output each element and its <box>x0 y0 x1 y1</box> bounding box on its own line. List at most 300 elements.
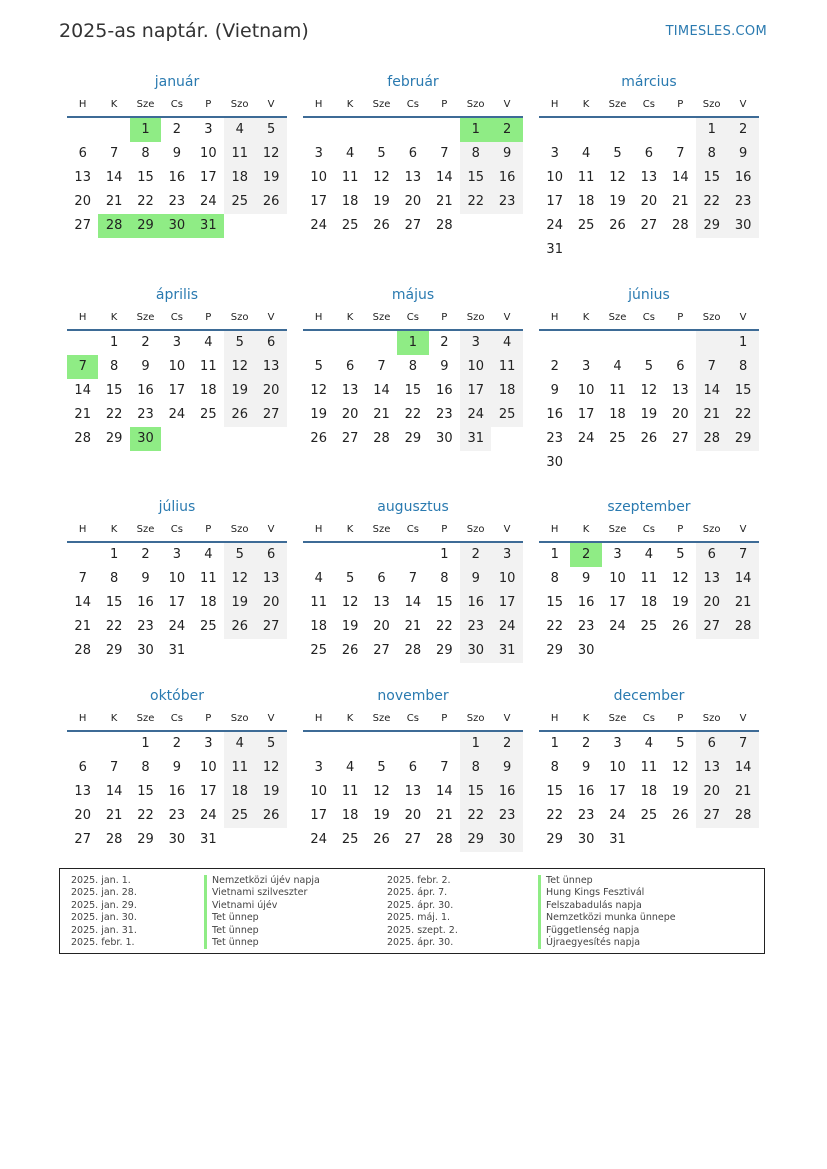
month-name: július <box>158 499 196 515</box>
day-cell: 22 <box>404 407 422 422</box>
day-cell: 16 <box>491 780 522 804</box>
day-cell: 13 <box>373 595 390 610</box>
day-cell: 23 <box>137 619 154 634</box>
day-cell: 30 <box>436 431 453 446</box>
day-cell: 9 <box>727 142 758 166</box>
legend-left-names <box>204 875 320 949</box>
weekday-label: V <box>267 713 275 724</box>
weekday-label: V <box>739 713 747 724</box>
day-cell: 16 <box>577 595 595 610</box>
day-cell: 11 <box>200 359 217 374</box>
day-cell: 9 <box>491 756 522 780</box>
day-cell: 30 <box>168 832 186 847</box>
day-cell: 23 <box>137 407 154 422</box>
day-cell: 18 <box>200 383 217 398</box>
day-cell-empty <box>303 543 334 567</box>
weekday-label: K <box>582 713 590 724</box>
day-grid <box>303 543 523 663</box>
day-cell: 6 <box>78 760 87 775</box>
day-cell: 25 <box>640 619 658 634</box>
day-cell: 7 <box>440 760 449 775</box>
day-cell: 8 <box>460 756 491 780</box>
day-cell-empty <box>98 732 129 756</box>
day-cell: 2 <box>141 335 150 350</box>
holiday-day-cell: 7 <box>67 355 98 379</box>
weekday-label: H <box>78 312 87 323</box>
day-cell: 2 <box>581 736 591 751</box>
day-cell: 17 <box>577 407 595 422</box>
day-cell: 4 <box>314 571 323 586</box>
day-cell: 29 <box>546 643 563 658</box>
weekday-label: K <box>346 524 354 535</box>
day-cell: 10 <box>200 760 217 775</box>
day-cell: 20 <box>74 194 91 209</box>
day-cell: 5 <box>644 359 654 374</box>
day-cell: 14 <box>696 379 727 403</box>
day-cell: 13 <box>255 567 286 591</box>
day-cell-empty <box>366 331 397 355</box>
weekday-label: Sze <box>136 312 155 323</box>
day-cell-empty <box>397 118 428 142</box>
day-cell: 21 <box>727 780 758 804</box>
weekday-label: V <box>503 713 511 724</box>
day-cell: 11 <box>341 170 359 185</box>
day-cell: 4 <box>613 359 622 374</box>
day-cell: 15 <box>460 780 491 804</box>
day-cell: 17 <box>310 808 327 823</box>
legend-holiday-date: 2025. jan. 28. <box>71 887 137 899</box>
month-name: október <box>150 688 204 704</box>
month-block <box>303 684 523 852</box>
day-cell: 27 <box>74 218 91 233</box>
day-cell: 3 <box>550 146 559 161</box>
day-cell: 25 <box>640 808 658 823</box>
day-cell: 6 <box>408 146 418 161</box>
day-cell: 21 <box>436 808 453 823</box>
day-cell: 18 <box>640 784 658 799</box>
day-cell-empty <box>366 543 397 567</box>
day-cell: 2 <box>440 335 449 350</box>
day-cell: 12 <box>341 595 359 610</box>
day-cell: 22 <box>137 194 154 209</box>
weekday-label: P <box>441 99 448 110</box>
day-cell: 30 <box>491 828 522 852</box>
day-cell: 14 <box>74 383 91 398</box>
day-cell: 24 <box>609 808 626 823</box>
weekday-header <box>303 94 523 118</box>
day-cell-empty <box>570 118 601 142</box>
day-cell: 25 <box>491 403 522 427</box>
day-cell: 12 <box>672 760 689 775</box>
weekday-label: Cs <box>170 524 183 535</box>
day-cell: 30 <box>577 832 595 847</box>
day-cell: 7 <box>408 571 418 586</box>
day-cell: 29 <box>727 427 758 451</box>
day-cell: 13 <box>74 784 91 799</box>
day-cell: 21 <box>74 407 91 422</box>
weekday-label: Szo <box>702 713 721 724</box>
day-cell: 15 <box>105 595 123 610</box>
day-cell: 27 <box>696 804 727 828</box>
day-cell: 14 <box>672 170 689 185</box>
day-cell: 7 <box>676 146 685 161</box>
day-grid <box>539 118 759 262</box>
day-cell: 18 <box>491 379 522 403</box>
day-cell: 18 <box>577 194 595 209</box>
day-cell-empty <box>602 118 633 142</box>
day-cell: 28 <box>105 832 123 847</box>
day-cell: 7 <box>727 543 758 567</box>
day-cell: 5 <box>314 359 323 374</box>
day-cell: 22 <box>460 190 491 214</box>
day-cell: 25 <box>224 804 255 828</box>
day-cell: 15 <box>404 383 422 398</box>
weekday-label: Sze <box>372 312 391 323</box>
day-cell-empty <box>397 732 428 756</box>
weekday-label: K <box>582 524 590 535</box>
weekday-label: V <box>503 312 511 323</box>
weekday-label: Szo <box>466 713 485 724</box>
day-cell: 23 <box>491 190 522 214</box>
day-cell: 24 <box>577 431 595 446</box>
month-block <box>67 684 287 852</box>
day-grid <box>539 331 759 475</box>
day-cell: 4 <box>224 732 255 756</box>
weekday-label: Cs <box>170 99 183 110</box>
day-cell: 9 <box>581 571 591 586</box>
day-cell: 14 <box>727 756 758 780</box>
weekday-label: Cs <box>642 524 655 535</box>
day-cell: 26 <box>255 190 286 214</box>
day-cell: 20 <box>672 407 689 422</box>
day-cell: 21 <box>404 619 422 634</box>
day-cell: 15 <box>436 595 453 610</box>
day-cell: 7 <box>109 146 119 161</box>
weekday-label: Cs <box>642 713 655 724</box>
day-cell: 16 <box>727 166 758 190</box>
day-cell: 31 <box>546 242 563 257</box>
month-block <box>539 283 759 475</box>
holiday-day-cell: 1 <box>460 118 491 142</box>
day-cell: 15 <box>137 784 154 799</box>
weekday-label: Szo <box>230 312 249 323</box>
day-cell: 1 <box>141 736 150 751</box>
day-cell: 22 <box>137 808 154 823</box>
weekday-label: H <box>78 99 87 110</box>
day-cell: 20 <box>255 379 286 403</box>
weekday-label: Sze <box>136 99 155 110</box>
day-cell: 24 <box>460 403 491 427</box>
day-cell: 5 <box>224 331 255 355</box>
day-cell: 12 <box>373 784 390 799</box>
weekday-label: H <box>550 312 559 323</box>
brand-logo-text[interactable]: TIMESLES.COM <box>665 24 767 39</box>
weekday-header <box>539 307 759 331</box>
day-cell: 25 <box>341 832 359 847</box>
month-name: március <box>621 74 677 90</box>
day-cell: 24 <box>168 407 186 422</box>
day-cell: 20 <box>696 591 727 615</box>
day-cell: 3 <box>172 335 182 350</box>
day-cell: 26 <box>341 643 359 658</box>
weekday-label: K <box>346 99 354 110</box>
legend-holiday-date: 2025. febr. 1. <box>71 937 135 949</box>
day-cell: 3 <box>460 331 491 355</box>
day-cell: 27 <box>74 832 91 847</box>
day-cell: 14 <box>373 383 390 398</box>
day-cell: 1 <box>550 547 559 562</box>
day-cell: 11 <box>224 756 255 780</box>
month-name: december <box>613 688 685 704</box>
weekday-label: Cs <box>406 713 419 724</box>
day-cell-empty <box>67 331 98 355</box>
day-cell: 14 <box>74 595 91 610</box>
weekday-header <box>303 519 523 543</box>
day-cell: 10 <box>609 760 626 775</box>
weekday-label: P <box>677 99 684 110</box>
day-cell: 1 <box>727 331 758 355</box>
legend-holiday-name: Hung Kings Fesztivál <box>538 887 676 899</box>
day-cell: 12 <box>672 571 689 586</box>
weekday-label: P <box>441 713 448 724</box>
weekday-label: K <box>110 524 118 535</box>
weekday-header <box>303 708 523 732</box>
weekday-label: K <box>346 312 354 323</box>
day-cell-empty <box>539 118 570 142</box>
day-cell: 26 <box>224 615 255 639</box>
day-cell: 21 <box>672 194 689 209</box>
day-cell-empty <box>67 543 98 567</box>
weekday-label: Cs <box>406 99 419 110</box>
day-cell: 7 <box>696 355 727 379</box>
weekday-label: H <box>550 524 559 535</box>
day-cell: 19 <box>609 194 626 209</box>
day-cell: 5 <box>255 118 286 142</box>
legend-holiday-date: 2025. jan. 29. <box>71 899 137 911</box>
day-cell: 6 <box>377 571 386 586</box>
weekday-label: V <box>267 524 275 535</box>
day-cell-empty <box>665 331 696 355</box>
day-cell: 12 <box>310 383 327 398</box>
day-cell: 5 <box>377 146 386 161</box>
day-cell: 25 <box>310 643 327 658</box>
month-name: április <box>155 287 199 303</box>
day-cell-empty <box>633 331 664 355</box>
day-cell: 11 <box>491 355 522 379</box>
day-cell: 20 <box>74 808 91 823</box>
day-cell: 29 <box>460 828 491 852</box>
day-cell: 14 <box>727 567 758 591</box>
weekday-label: P <box>205 99 212 110</box>
day-cell: 23 <box>546 431 563 446</box>
weekday-label: H <box>78 713 87 724</box>
day-cell: 19 <box>672 784 689 799</box>
day-cell-empty <box>303 732 334 756</box>
day-cell: 18 <box>341 194 359 209</box>
day-cell: 19 <box>310 407 327 422</box>
month-name: augusztus <box>377 499 449 515</box>
month-name: február <box>387 74 439 90</box>
day-cell: 9 <box>141 571 150 586</box>
day-cell: 3 <box>491 543 522 567</box>
day-cell: 13 <box>696 756 727 780</box>
legend-holiday-date: 2025. ápr. 7. <box>387 887 448 899</box>
day-cell: 4 <box>581 146 591 161</box>
day-cell: 4 <box>204 335 213 350</box>
day-grid <box>303 732 523 852</box>
day-cell: 2 <box>172 122 182 137</box>
day-cell: 27 <box>373 643 390 658</box>
day-cell: 26 <box>310 431 327 446</box>
day-cell: 21 <box>727 591 758 615</box>
day-cell: 5 <box>613 146 622 161</box>
day-cell: 27 <box>255 403 286 427</box>
weekday-label: Szo <box>466 99 485 110</box>
day-cell: 6 <box>696 543 727 567</box>
legend-holiday-date: 2025. máj. 1. <box>387 912 451 924</box>
month-block <box>303 283 523 451</box>
day-cell: 14 <box>436 170 453 185</box>
day-cell-empty <box>602 331 633 355</box>
weekday-label: Szo <box>230 524 249 535</box>
day-cell: 11 <box>577 170 595 185</box>
day-cell: 8 <box>550 571 559 586</box>
day-cell: 27 <box>672 431 689 446</box>
day-cell: 16 <box>491 166 522 190</box>
day-cell: 8 <box>460 142 491 166</box>
day-cell: 23 <box>460 615 491 639</box>
weekday-label: Sze <box>608 312 627 323</box>
weekday-label: Szo <box>466 312 485 323</box>
day-cell: 16 <box>168 170 186 185</box>
day-cell: 8 <box>408 359 418 374</box>
day-cell: 7 <box>377 359 386 374</box>
day-cell: 23 <box>727 190 758 214</box>
day-cell: 27 <box>640 218 658 233</box>
day-cell: 26 <box>255 804 286 828</box>
day-cell: 14 <box>105 784 123 799</box>
day-cell: 28 <box>727 615 758 639</box>
weekday-label: Cs <box>642 312 655 323</box>
weekday-label: H <box>78 524 87 535</box>
day-cell: 25 <box>577 218 595 233</box>
day-cell: 30 <box>577 643 595 658</box>
day-cell: 16 <box>168 784 186 799</box>
day-cell: 20 <box>373 619 390 634</box>
day-cell: 9 <box>440 359 449 374</box>
day-cell: 12 <box>224 355 255 379</box>
day-cell: 13 <box>341 383 359 398</box>
day-cell: 26 <box>672 619 689 634</box>
weekday-label: P <box>677 524 684 535</box>
day-cell: 23 <box>436 407 453 422</box>
holiday-legend <box>59 868 765 954</box>
legend-holiday-name: Tet ünnep <box>204 912 320 924</box>
day-grid <box>303 118 523 238</box>
weekday-header <box>303 307 523 331</box>
day-cell: 5 <box>345 571 355 586</box>
day-cell: 22 <box>696 190 727 214</box>
day-cell: 12 <box>640 383 658 398</box>
weekday-label: Sze <box>136 524 155 535</box>
day-cell: 1 <box>696 118 727 142</box>
day-cell-empty <box>67 732 98 756</box>
day-cell: 22 <box>460 804 491 828</box>
day-cell: 2 <box>727 118 758 142</box>
day-cell: 20 <box>404 194 422 209</box>
weekday-label: P <box>441 524 448 535</box>
day-cell: 15 <box>137 170 154 185</box>
weekday-label: V <box>503 524 511 535</box>
legend-holiday-name: Újraegyesítés napja <box>538 937 676 949</box>
legend-holiday-date: 2025. jan. 30. <box>71 912 137 924</box>
day-cell: 28 <box>696 427 727 451</box>
weekday-label: P <box>205 312 212 323</box>
day-cell: 7 <box>727 732 758 756</box>
day-cell: 24 <box>200 808 217 823</box>
day-cell: 28 <box>727 804 758 828</box>
day-cell: 7 <box>440 146 449 161</box>
day-cell: 25 <box>609 431 626 446</box>
day-cell-empty <box>539 331 570 355</box>
day-cell: 28 <box>373 431 390 446</box>
day-cell: 23 <box>168 808 186 823</box>
day-cell: 30 <box>460 639 491 663</box>
day-cell: 3 <box>613 736 622 751</box>
weekday-label: Sze <box>372 99 391 110</box>
weekday-header <box>67 307 287 331</box>
day-cell: 1 <box>109 335 119 350</box>
month-block <box>67 495 287 663</box>
weekday-label: H <box>550 99 559 110</box>
day-cell: 4 <box>644 547 654 562</box>
holiday-day-cell: 1 <box>397 331 428 355</box>
day-cell: 11 <box>200 571 217 586</box>
weekday-label: Szo <box>466 524 485 535</box>
day-cell: 24 <box>546 218 563 233</box>
weekday-label: K <box>110 713 118 724</box>
day-cell: 26 <box>672 808 689 823</box>
day-cell: 20 <box>255 591 286 615</box>
weekday-label: Sze <box>372 713 391 724</box>
weekday-label: Cs <box>406 524 419 535</box>
day-cell: 15 <box>546 784 563 799</box>
day-cell: 13 <box>640 170 658 185</box>
day-cell: 3 <box>581 359 591 374</box>
day-cell: 1 <box>460 732 491 756</box>
holiday-day-cell: 28 <box>98 214 129 238</box>
day-cell: 21 <box>105 808 123 823</box>
day-cell: 3 <box>204 736 213 751</box>
weekday-label: H <box>314 99 323 110</box>
day-cell: 19 <box>640 407 658 422</box>
day-cell: 14 <box>404 595 422 610</box>
day-cell: 12 <box>609 170 626 185</box>
day-cell-empty <box>303 118 334 142</box>
day-cell: 10 <box>168 359 186 374</box>
weekday-label: V <box>267 312 275 323</box>
day-cell: 21 <box>373 407 390 422</box>
day-cell: 28 <box>436 832 453 847</box>
month-name: június <box>628 287 670 303</box>
day-cell: 28 <box>436 218 453 233</box>
day-cell: 31 <box>460 427 491 451</box>
day-cell: 11 <box>640 760 658 775</box>
day-cell-empty <box>303 331 334 355</box>
day-cell: 4 <box>491 331 522 355</box>
weekday-label: K <box>110 312 118 323</box>
weekday-label: P <box>677 713 684 724</box>
